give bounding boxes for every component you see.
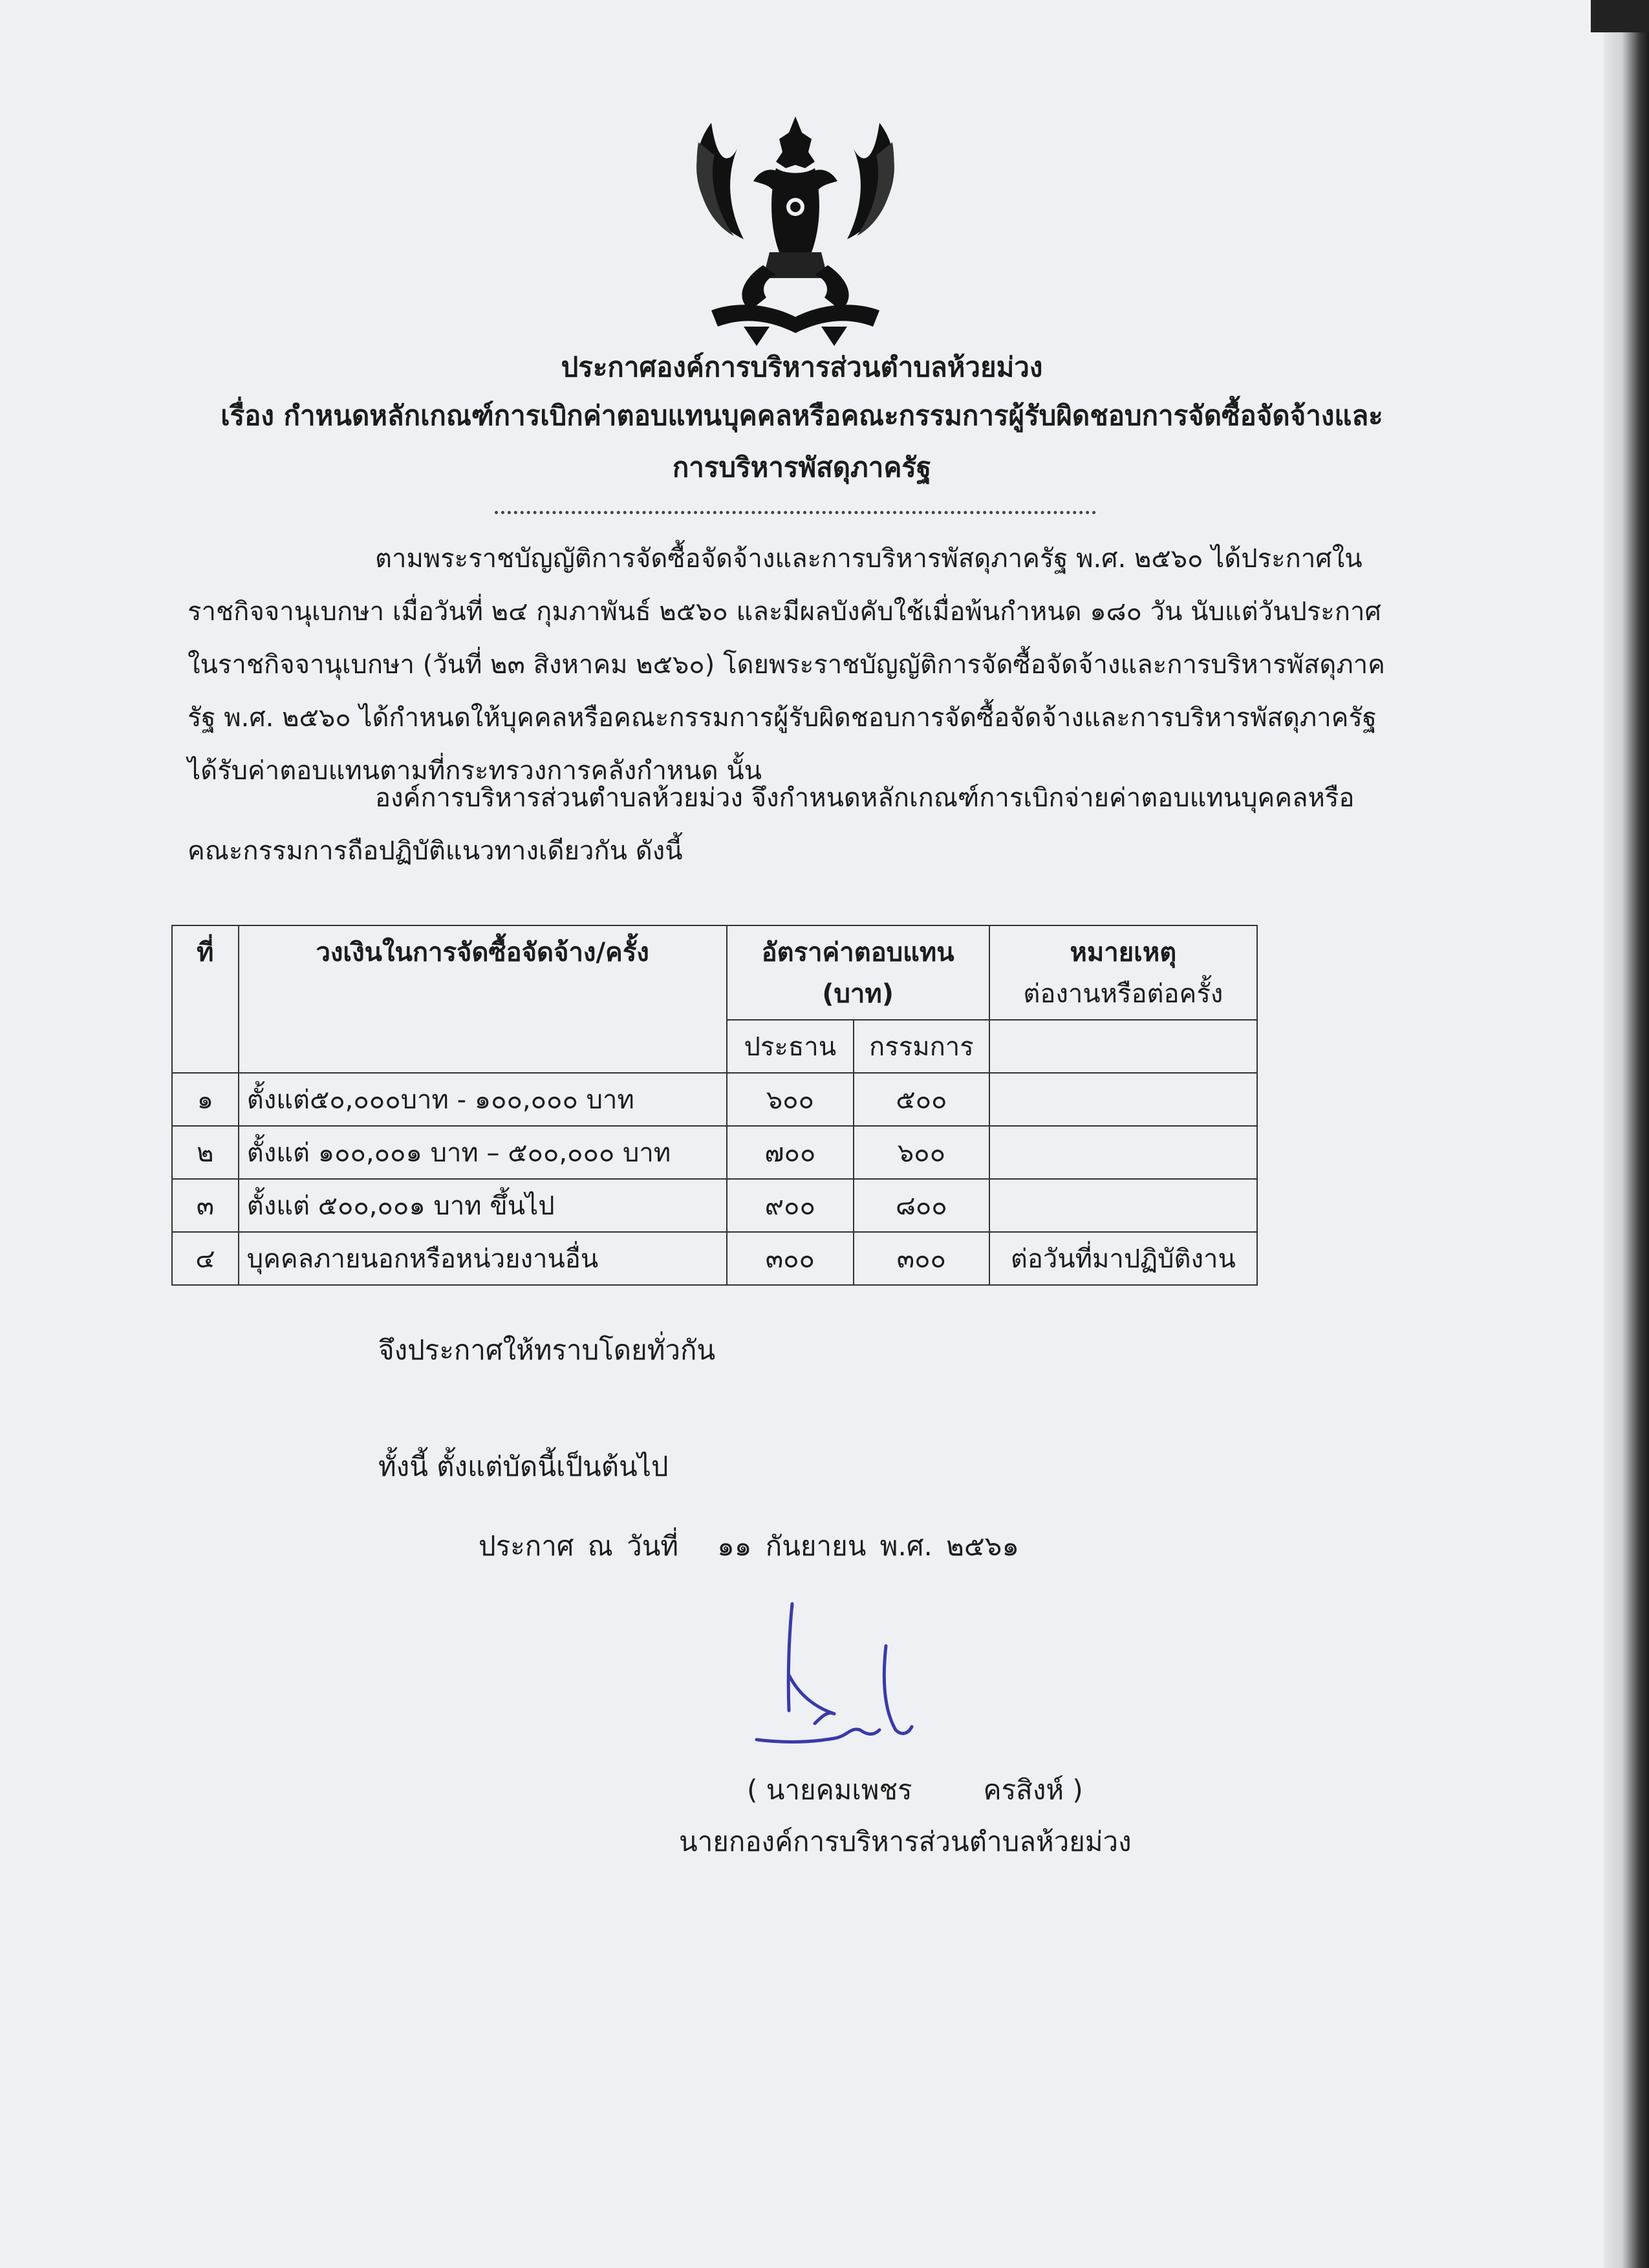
row-chair: ๓๐๐ [727,1232,854,1285]
scan-edge [1604,0,1649,2268]
signer-last: ครสิงห์ ) [983,1774,1083,1806]
header-note-label: หมายเหตุ [1070,938,1177,967]
row-note [989,1073,1257,1126]
row-note: ต่อวันที่มาปฏิบัติงาน [989,1232,1257,1285]
signer-first: ( นายคมเพชร [747,1774,912,1806]
effective-statement: ทั้งนี้ ตั้งแต่บัดนี้เป็นต้นไป [378,1451,669,1482]
row-member: ๖๐๐ [854,1126,989,1179]
scan-corner [1591,0,1649,32]
header-rate [727,925,989,1020]
header-rate-unit: (บาท) [822,979,894,1009]
paragraph-2 [188,772,1397,878]
table-row [172,1073,1257,1126]
header-range: วงเงินในการจัดซื้อจัดจ้าง/ครั้ง [239,925,727,1073]
row-chair: ๖๐๐ [727,1073,854,1126]
garuda-emblem [673,103,918,349]
title-divider [495,511,1096,514]
row-no: ๓ [172,1179,239,1232]
row-chair: ๙๐๐ [727,1179,854,1232]
compensation-table [171,925,1258,1286]
header-note-sub: ต่องานหรือต่อครั้ง [1023,979,1223,1009]
row-no: ๒ [172,1126,239,1179]
header-member: กรรมการ [854,1020,989,1073]
row-member: ๘๐๐ [854,1179,989,1232]
row-member: ๓๐๐ [854,1232,989,1285]
row-range: ตั้งแต่ ๑๐๐,๐๐๑ บาท – ๕๐๐,๐๐๐ บาท [239,1126,727,1179]
row-range: บุคคลภายนอกหรือหน่วยงานอื่น [239,1232,727,1285]
signature [737,1597,931,1766]
header-note-blank [989,1020,1257,1073]
paragraph-1 [188,532,1397,797]
row-note [989,1179,1257,1232]
row-range: ตั้งแต่ ๕๐๐,๐๐๑ บาท ขึ้นไป [239,1179,727,1232]
header-no: ที่ [172,925,239,1073]
announcement-date [479,1525,1019,1568]
row-note [989,1126,1257,1179]
table-row [172,1179,1257,1232]
date-value: ๑๑ กันยายน พ.ศ. ๒๕๖๑ [717,1530,1019,1562]
row-member: ๕๐๐ [854,1073,989,1126]
header-chair: ประธาน [727,1020,854,1073]
row-chair: ๗๐๐ [727,1126,854,1179]
signer-title: นายกองค์การบริหารส่วนตำบลห้วยม่วง [679,1826,1132,1857]
closing-statement: จึงประกาศให้ทราบโดยทั่วกัน [378,1334,716,1366]
header-note [989,925,1257,1020]
subject-line-2: การบริหารพัสดุภาครัฐ [672,451,932,483]
announcement-title: ประกาศองค์การบริหารส่วนตำบลห้วยม่วง [561,351,1043,383]
header-rate-label: อัตราค่าตอบแทน [761,938,954,967]
row-no: ๔ [172,1232,239,1285]
row-range: ตั้งแต่๕๐,๐๐๐บาท - ๑๐๐,๐๐๐ บาท [239,1073,727,1126]
table-row [172,1232,1257,1285]
signer-name [747,1769,1083,1811]
row-no: ๑ [172,1073,239,1126]
date-label: ประกาศ ณ วันที่ [479,1530,679,1562]
table-row [172,1126,1257,1179]
table-header-row [172,925,1257,1020]
paragraph-1-text: ตามพระราชบัญญัติการจัดซื้อจัดจ้างและการบริหารพัสดุภาครัฐ พ.ศ. ๒๕๖๐ ได้ประกาศในราชกิจจานุเบกษา เมื่อวันที่ ๒๔ กุมภาพันธ์ ๒๕๖๐ และมีผลบังคับใช้เมื่อพ้นกำหนด ๑๘๐ วัน นับแต่วันประกาศในราชกิจจานุเบกษา (วันที่ ๒๓ สิงหาคม ๒๕๖๐) โดยพระราชบัญญัติการจัดซื้อจัดจ้างและการบริหารพัสดุภาครัฐ พ.ศ. ๒๕๖๐ ได้กำหนดให้บุคคลหรือคณะกรรมการผู้รับผิดชอบการจัดซื้อจัดจ้างและการบริหารพัสดุภาครัฐ ได้รับค่าตอบแทนตามที่กระทรวงการคลังกำหนด นั้น [188,544,1385,786]
subject-line-1: เรื่อง กำหนดหลักเกณฑ์การเบิกค่าตอบแทนบุคคลหรือคณะกรรมการผู้รับผิดชอบการจัดซื้อจัดจ้างและ [221,400,1383,431]
paragraph-2-text: องค์การบริหารส่วนตำบลห้วยม่วง จึงกำหนดหลักเกณฑ์การเบิกจ่ายค่าตอบแทนบุคคลหรือคณะกรรมการถือปฏิบัติแนวทางเดียวกัน ดังนี้ [188,783,1355,866]
